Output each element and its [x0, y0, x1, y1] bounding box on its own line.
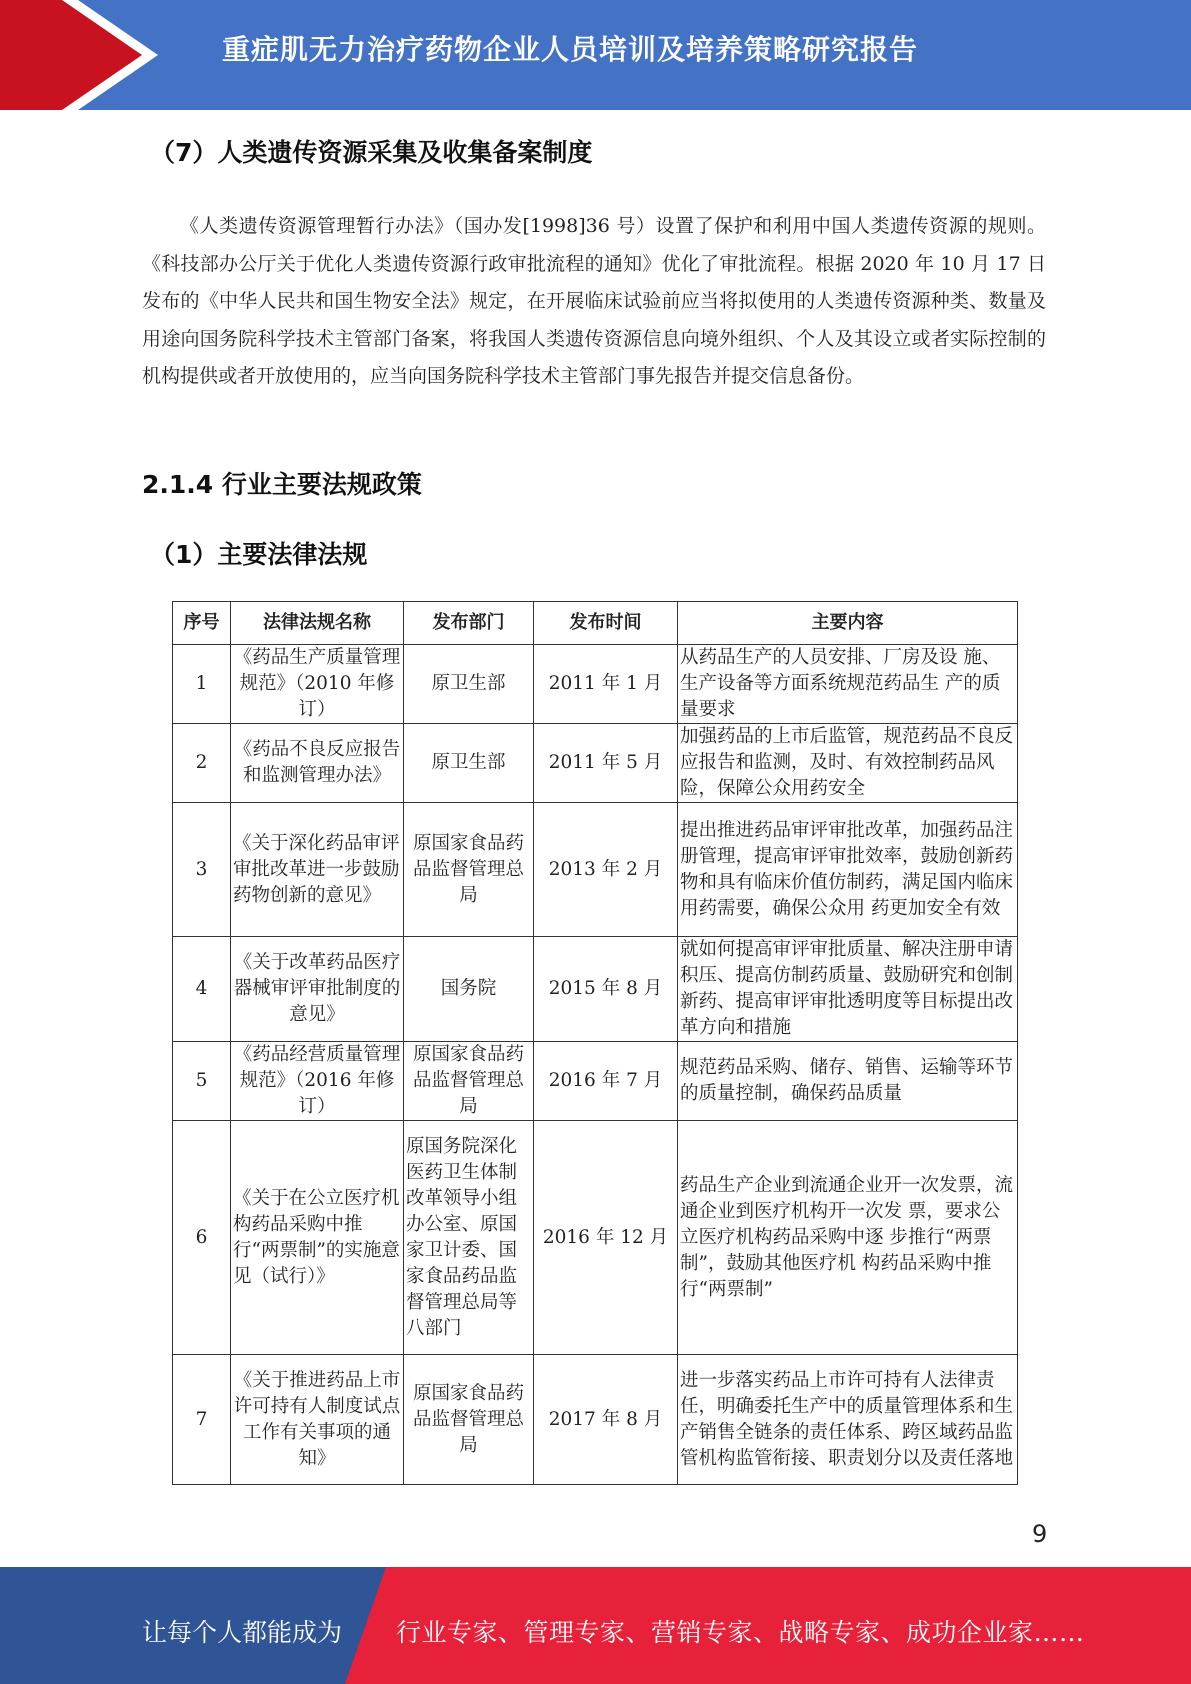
table-row: [173, 1121, 1018, 1355]
footer-slogan-left: 让每个人都能成为: [142, 1618, 343, 1647]
table-row: [173, 1355, 1018, 1485]
column-header: 法律法规名称: [231, 602, 404, 645]
header-chevron: [0, 0, 142, 110]
table-header-row: [173, 602, 1018, 645]
page-number: 9: [1032, 1520, 1048, 1548]
row-number: 4: [173, 937, 231, 1042]
issue-date: 2017 年 8 月: [534, 1355, 678, 1485]
row-number: 2: [173, 724, 231, 803]
main-content: 进一步落实药品上市许可持有人法律责任，明确委托生产中的质量管理体系和生产销售全链条的责任体系、跨区域药品监管机构监管衔接、职责划分以及责任落地: [678, 1355, 1018, 1485]
issuing-department: 原卫生部: [404, 724, 534, 803]
main-content: 从药品生产的人员安排、厂房及设 施、生产设备等方面系统规范药品生 产的质量要求: [678, 645, 1018, 724]
subsection-heading: 2.1.4 行业主要法规政策: [142, 470, 422, 499]
column-header: 发布部门: [404, 602, 534, 645]
main-content: 就如何提高审评审批质量、解决注册申请积压、提高仿制药质量、鼓励研究和创制新药、提高审评审批透明度等目标提出改革方向和措施: [678, 937, 1018, 1042]
issue-date: 2013 年 2 月: [534, 803, 678, 937]
row-number: 7: [173, 1355, 231, 1485]
column-header: 序号: [173, 602, 231, 645]
report-title: 重症肌无力治疗药物企业人员培训及培养策略研究报告: [222, 33, 919, 66]
regulation-name: 《关于深化药品审评审批改革进一步鼓励药物创新的意见》: [231, 803, 404, 937]
issuing-department: 原卫生部: [404, 645, 534, 724]
section-paragraph: 《人类遗传资源管理暂行办法》（国办发[1998]36 号）设置了保护和利用中国人类遗传资源的规则。《科技部办公厅关于优化人类遗传资源行政审批流程的通知》优化了审批流程。根据 2020 年 10 月 17 日发布的《中华人民共和国生物安全法》规定，在开展临床试验前应当将拟使用的人类遗传资源种类、数量及用途向国务院科学技术主管部门备案，将我国人类遗传资源信息向境外组织、个人及其设立或者实际控制的机构提供或者开放使用的，应当向国务院科学技术主管部门事先报告并提交信息备份。: [142, 215, 1046, 387]
regulation-name: 《药品生产质量管理规范》（2010 年修订）: [231, 645, 404, 724]
issuing-department: 原国家食品药品监督管理总局: [404, 803, 534, 937]
table-row: [173, 803, 1018, 937]
footer-banner: [0, 1567, 1191, 1684]
table-row: [173, 645, 1018, 724]
regulations-table: [172, 601, 1018, 1485]
issue-date: 2016 年 7 月: [534, 1042, 678, 1121]
issue-date: 2015 年 8 月: [534, 937, 678, 1042]
column-header: 发布时间: [534, 602, 678, 645]
column-header: 主要内容: [678, 602, 1018, 645]
issue-date: 2016 年 12 月: [534, 1121, 678, 1355]
row-number: 3: [173, 803, 231, 937]
table-row: [173, 937, 1018, 1042]
regulation-name: 《关于改革药品医疗器械审评审批制度的意见》: [231, 937, 404, 1042]
issuing-department: 国务院: [404, 937, 534, 1042]
table-row: [173, 724, 1018, 803]
section-heading-1: （1）主要法律法规: [150, 540, 368, 569]
regulation-name: 《药品不良反应报告和监测管理办法》: [231, 724, 404, 803]
main-content: 药品生产企业到流通企业开一次发票，流通企业到医疗机构开一次发 票，要求公立医疗机构药品采购中逐 步推行“两票制”，鼓励其他医疗机 构药品采购中推行“两票制”: [678, 1121, 1018, 1355]
issuing-department: 原国家食品药品监督管理总局: [404, 1355, 534, 1485]
section-heading-7: （7）人类遗传资源采集及收集备案制度: [150, 138, 593, 167]
issuing-department: 原国家食品药品监督管理总局: [404, 1042, 534, 1121]
issuing-department: 原国务院深化医药卫生体制改革领导小组办公室、原国家卫计委、国家食品药品监督管理总局等八部门: [404, 1121, 534, 1355]
regulation-name: 《药品经营质量管理规范》（2016 年修订）: [231, 1042, 404, 1121]
row-number: 1: [173, 645, 231, 724]
main-content: 提出推进药品审评审批改革，加强药品注册管理，提高审评审批效率，鼓励创新药物和具有临床价值仿制药，满足国内临床用药需要，确保公众用 药更加安全有效: [678, 803, 1018, 937]
main-content: 加强药品的上市后监管，规范药品不良反应报告和监测，及时、有效控制药品风险，保障公众用药安全: [678, 724, 1018, 803]
regulation-name: 《关于推进药品上市许可持有人制度试点工作有关事项的通知》: [231, 1355, 404, 1485]
row-number: 5: [173, 1042, 231, 1121]
header-banner: [0, 0, 1191, 110]
issue-date: 2011 年 1 月: [534, 645, 678, 724]
issue-date: 2011 年 5 月: [534, 724, 678, 803]
regulation-name: 《关于在公立医疗机构药品采购中推行“两票制”的实施意见（试行）》: [231, 1121, 404, 1355]
footer-slogan-right: 行业专家、管理专家、营销专家、战略专家、成功企业家……: [396, 1618, 1085, 1647]
row-number: 6: [173, 1121, 231, 1355]
table-row: [173, 1042, 1018, 1121]
main-content: 规范药品采购、储存、销售、运输等环节的质量控制，确保药品质量: [678, 1042, 1018, 1121]
